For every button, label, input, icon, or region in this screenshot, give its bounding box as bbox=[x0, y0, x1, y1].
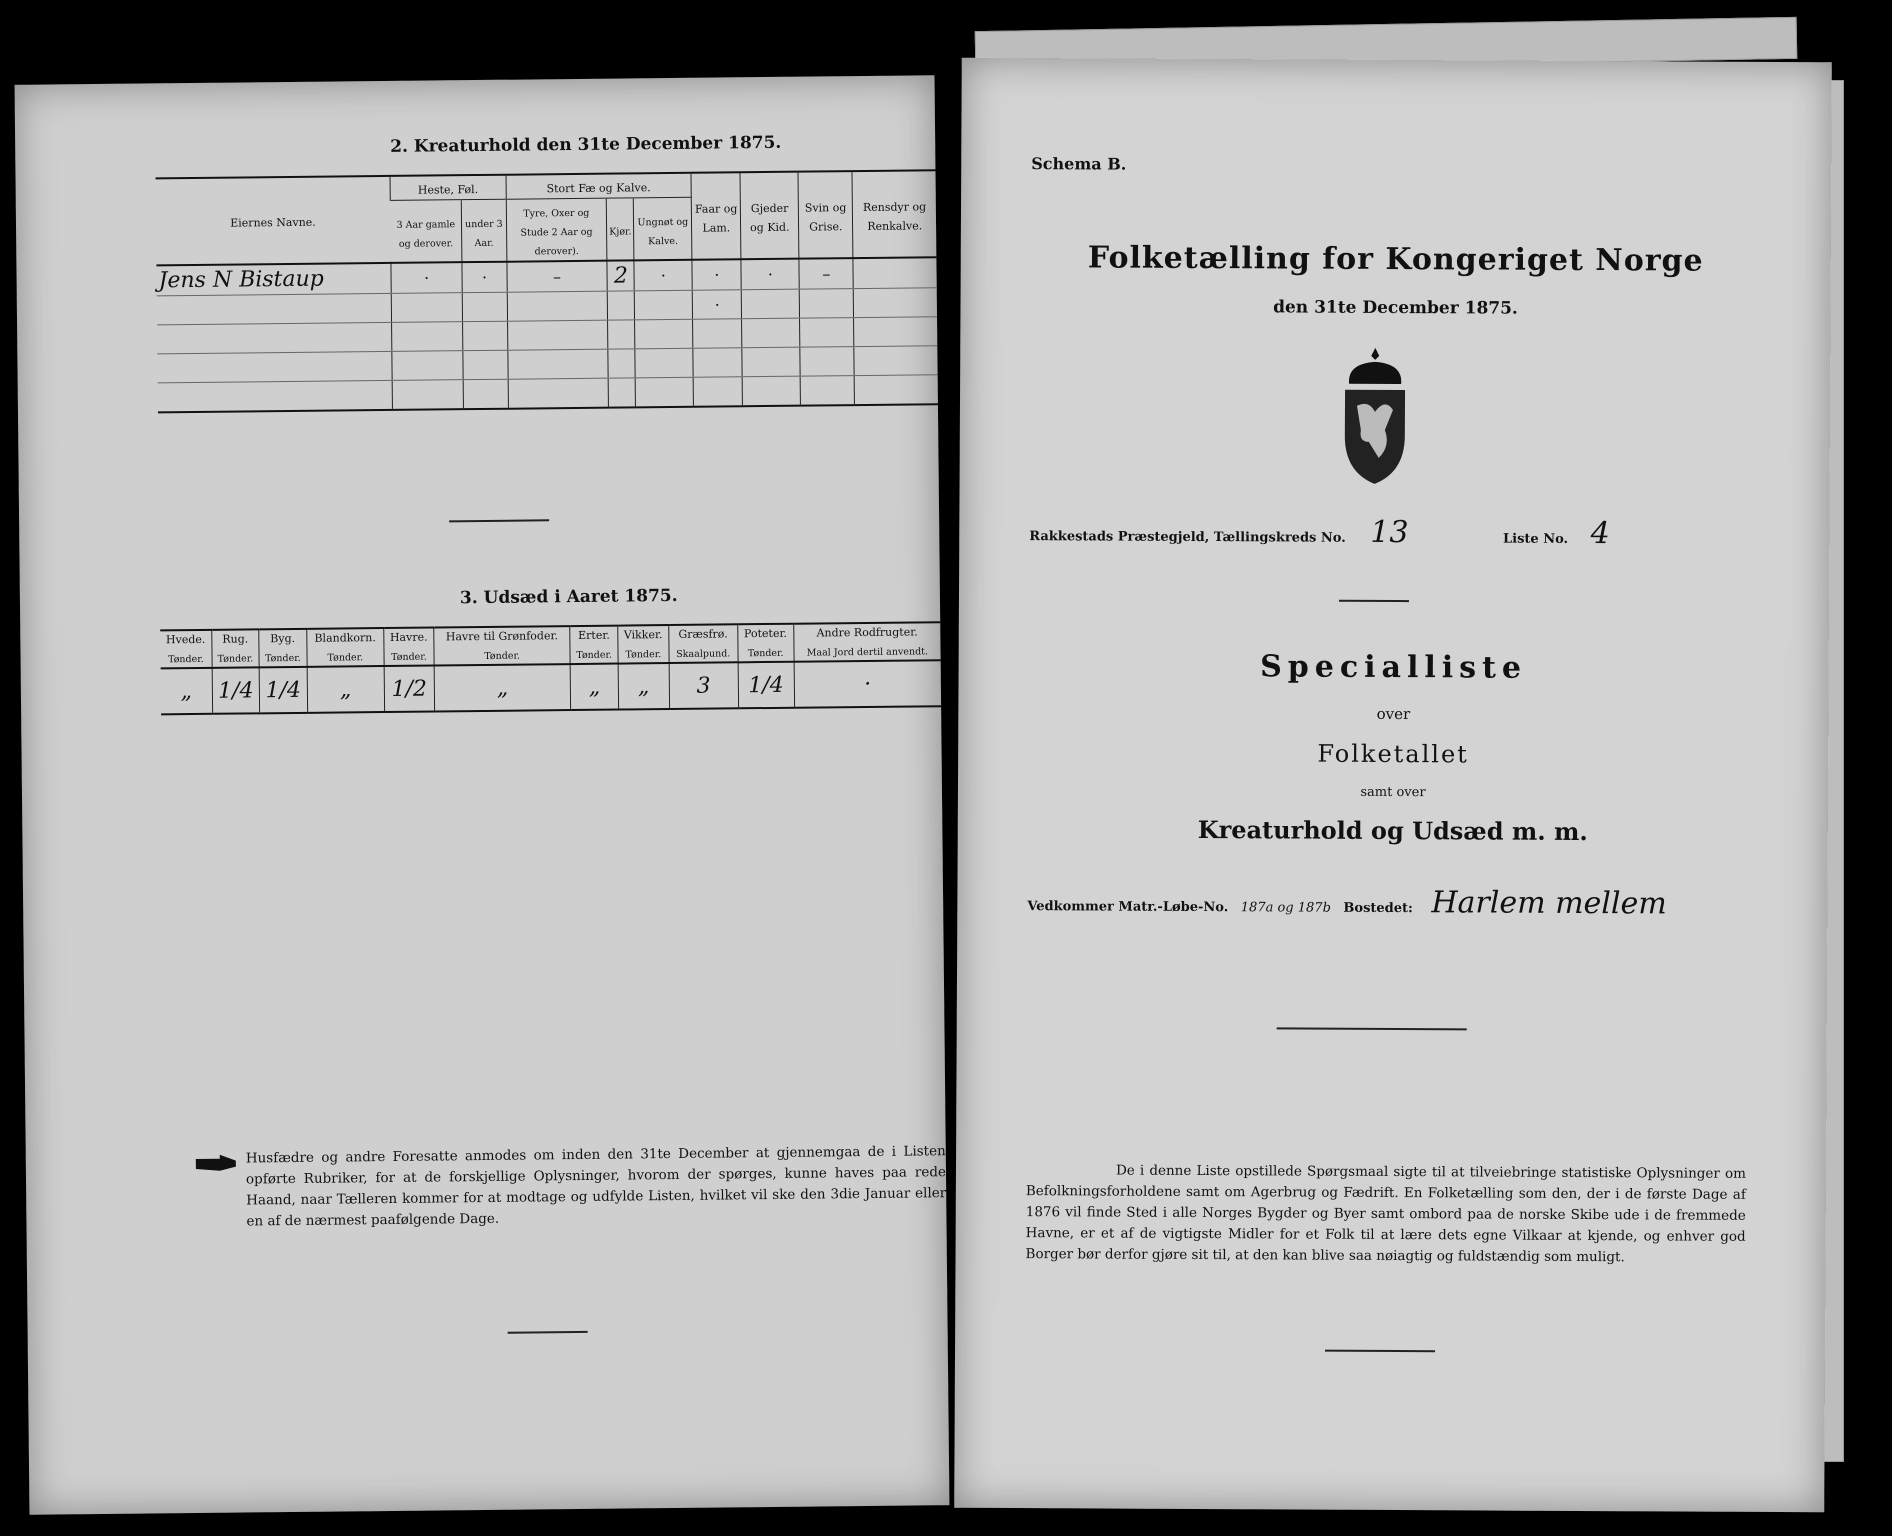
census-notice: De i denne Liste opstillede Spørgsmaal sigte til at tilveiebringe statistiske Oplysninger om Befolkningsforholdene samt om Agerbrug og Fædrift. En Folketælling som den, der i de første Dage af 1876 vil finde Sted i alle Norges Bygder og Byer samt ombord paa de norske Skibe ude i de fremmede Havne, er et af de vigtigste Midler for et Folk til at lære dets egne Vilkaar at kjende, og enhver god Borger bør derfor gjøre sit til, at den kan blive saa nøiagtig og fuldstændig som muligt. bbox=[1025, 1162, 1747, 1266]
specialliste-title: Specialliste bbox=[1260, 649, 1528, 686]
district-line: Rakkestads Præstegjeld, Tællingskreds No. 13 Liste No. 4 bbox=[1029, 514, 1610, 552]
sowing-header: Havre. Tønder. bbox=[384, 627, 434, 666]
matr-line: Vedkommer Matr.-Løbe-No. 187a og 187b Bostedet: Harlem mellem bbox=[1027, 885, 1667, 922]
cell: · bbox=[741, 259, 799, 290]
sowing-header: Blandkorn. Tønder. bbox=[306, 628, 384, 667]
sowing-value: „ bbox=[434, 664, 571, 711]
sowing-header: Hvede. Tønder. bbox=[160, 630, 212, 669]
header-faar: Faar og Lam. bbox=[691, 172, 741, 260]
sowing-header: Erter. Tønder. bbox=[570, 626, 618, 664]
sowing-value: „ bbox=[307, 666, 385, 713]
owner-name: Jens N Bistaup bbox=[158, 266, 324, 294]
cell: · bbox=[692, 290, 741, 320]
divider bbox=[449, 519, 549, 522]
cell: · bbox=[634, 260, 692, 291]
left-page bbox=[15, 75, 950, 1515]
samt-over-label: samt over bbox=[1360, 784, 1426, 801]
census-title: Folketælling for Kongeriget Norge bbox=[1087, 240, 1704, 279]
census-date: den 31te December 1875. bbox=[1273, 297, 1518, 319]
header-svin: Svin og Grise. bbox=[798, 171, 853, 259]
sowing-value: 1/4 bbox=[259, 667, 307, 713]
bosted-name: Harlem mellem bbox=[1431, 885, 1667, 922]
header-heste: Heste, Føl. bbox=[390, 175, 506, 201]
folketallet-label: Folketallet bbox=[1317, 739, 1469, 769]
header-fae-sub2: Kjør. bbox=[606, 198, 634, 261]
coat-of-arms-icon bbox=[1335, 346, 1416, 486]
header-fae-sub3: Ungnøt og Kalve. bbox=[634, 197, 692, 260]
divider bbox=[1339, 600, 1409, 602]
over-label: over bbox=[1376, 704, 1411, 724]
sowing-header: Andre Rodfrugter. Maal Jord dertil anvendt. bbox=[793, 622, 940, 662]
header-owner: Eiernes Navne. bbox=[156, 176, 391, 265]
cell bbox=[853, 257, 936, 288]
sowing-value: „ bbox=[161, 668, 213, 715]
sowing-table bbox=[160, 621, 941, 715]
kreds-number: 13 bbox=[1370, 514, 1409, 551]
sowing-header: Vikker. Tønder. bbox=[618, 625, 669, 664]
header-heste-sub2: under 3 Aar. bbox=[461, 199, 506, 262]
sowing-value: 3 bbox=[669, 662, 738, 709]
sowing-header: Byg. Tønder. bbox=[259, 629, 307, 667]
section3-title: 3. Udsæd i Aaret 1875. bbox=[459, 585, 678, 609]
header-fae-sub1: Tyre, Oxer og Stude 2 Aar og derover). bbox=[506, 198, 607, 262]
sowing-value: 1/2 bbox=[384, 665, 434, 712]
matr-numbers: 187a og 187b bbox=[1240, 900, 1331, 916]
sowing-value: 1/4 bbox=[738, 662, 794, 709]
cell: – bbox=[507, 261, 608, 293]
livestock-table bbox=[156, 169, 938, 413]
divider bbox=[1325, 1350, 1435, 1353]
cell: – bbox=[799, 258, 854, 289]
cell: · bbox=[462, 262, 507, 293]
divider bbox=[508, 1331, 588, 1334]
sowing-header: Havre til Grønfoder. Tønder. bbox=[434, 626, 571, 665]
householder-notice: Husfædre og andre Foresatte anmodes om inden den 31te December at gjennemgaa de i Listen opførte Rubriker, for at de forskjellige Oplysninger, hvorom der spørges, kunne haves paa rede Haand, naar Tælleren kommer for at modtage og udfylde Listen, hvilket vil ske den 3die Januar eller en af de nærmest paafølgende Dage. bbox=[245, 1143, 947, 1230]
divider bbox=[1277, 1027, 1467, 1030]
sowing-value: „ bbox=[571, 664, 619, 710]
cell: · bbox=[692, 259, 741, 290]
section2-title: 2. Kreaturhold den 31te December 1875. bbox=[390, 132, 782, 157]
sowing-value: 1/4 bbox=[212, 667, 260, 713]
header-stort-fae: Stort Fæ og Kalve. bbox=[506, 173, 692, 199]
pointing-hand-icon bbox=[194, 1153, 238, 1173]
schema-label: Schema B. bbox=[1031, 154, 1127, 174]
liste-number: 4 bbox=[1590, 516, 1610, 552]
sowing-header: Rug. Tønder. bbox=[211, 629, 259, 667]
kreaturhold-label: Kreaturhold og Udsæd m. m. bbox=[1197, 814, 1588, 847]
header-heste-sub1: 3 Aar gamle og derover. bbox=[390, 200, 462, 263]
cell: · bbox=[391, 262, 462, 293]
header-rensdyr: Rensdyr og Renkalve. bbox=[852, 170, 936, 258]
right-page bbox=[954, 58, 1832, 1513]
sowing-value: „ bbox=[618, 663, 669, 710]
sowing-value: · bbox=[794, 660, 941, 708]
sowing-header: Poteter. Tønder. bbox=[737, 624, 793, 663]
cell: 2 bbox=[607, 260, 635, 291]
sowing-header: Græsfrø. Skaalpund. bbox=[669, 624, 738, 663]
header-gjeder: Gjeder og Kid. bbox=[740, 172, 799, 260]
